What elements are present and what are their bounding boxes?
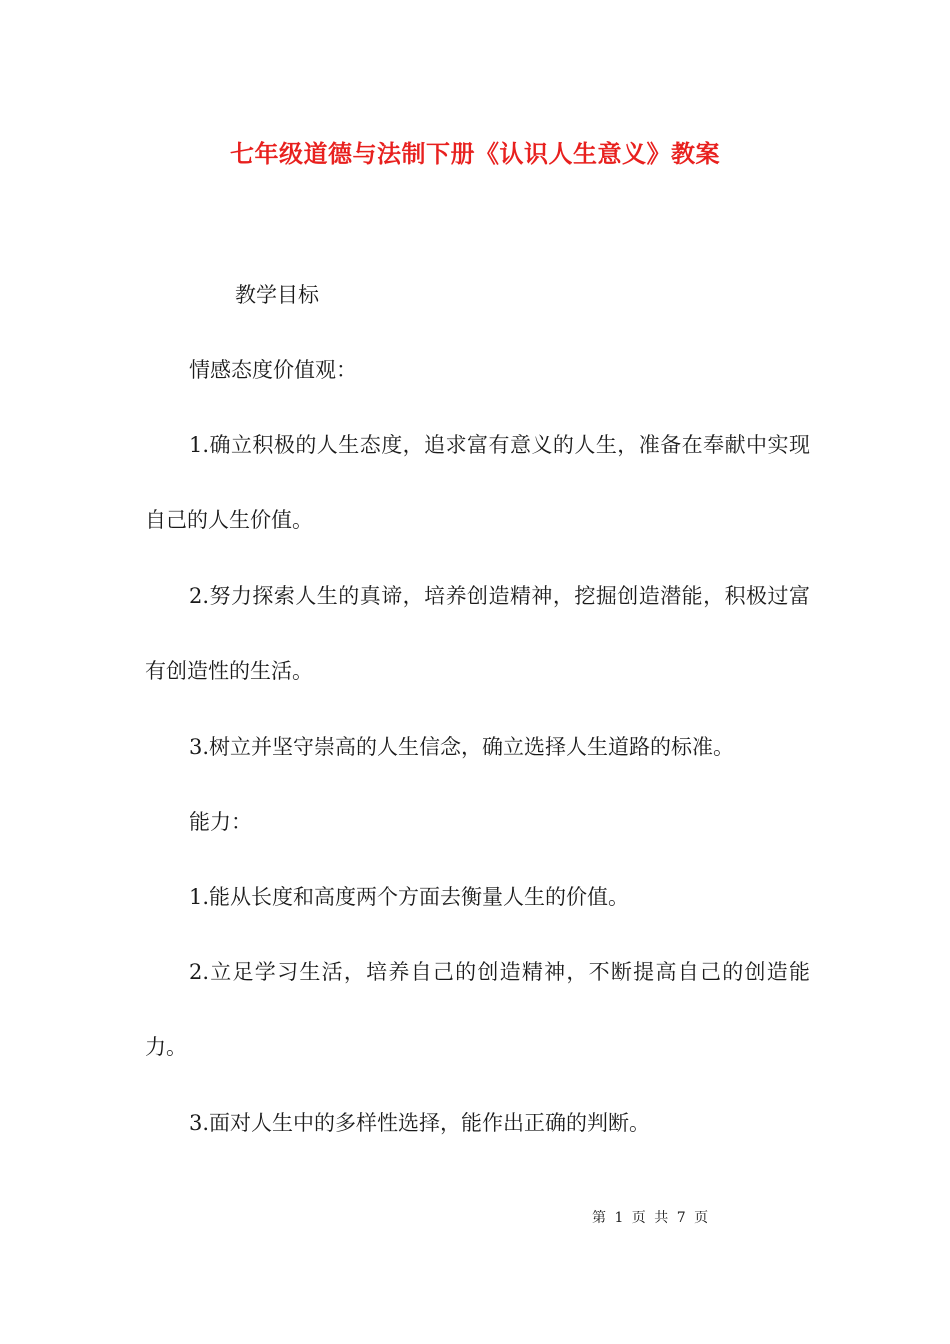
paragraph-ability-1: 1.能从长度和高度两个方面去衡量人生的价值。 [189,885,630,909]
paragraph-values-2: 2.努力探索人生的真谛，培养创造精神，挖掘创造潜能，积极过富有创造性的生活。 [145,584,810,683]
paragraph-ability-3: 3.面对人生中的多样性选择，能作出正确的判断。 [189,1111,651,1135]
section-heading-teaching-goals: 教学目标 [235,283,319,307]
subheading-values: 情感态度价值观： [189,358,357,382]
document-title: 七年级道德与法制下册《认识人生意义》教案 [230,139,720,168]
document-body [145,276,810,1179]
paragraph-ability-2: 2.立足学习生活，培养自己的创造精神，不断提高自己的创造能力。 [145,960,810,1059]
paragraph-values-1: 1.确立积极的人生态度，追求富有意义的人生，准备在奉献中实现自己的人生价值。 [145,433,810,532]
page-number-footer: 第 1 页 共 7 页 [592,1210,709,1226]
paragraph-values-3: 3.树立并坚守崇高的人生信念，确立选择人生道路的标准。 [189,735,735,759]
subheading-ability: 能力： [189,810,252,834]
